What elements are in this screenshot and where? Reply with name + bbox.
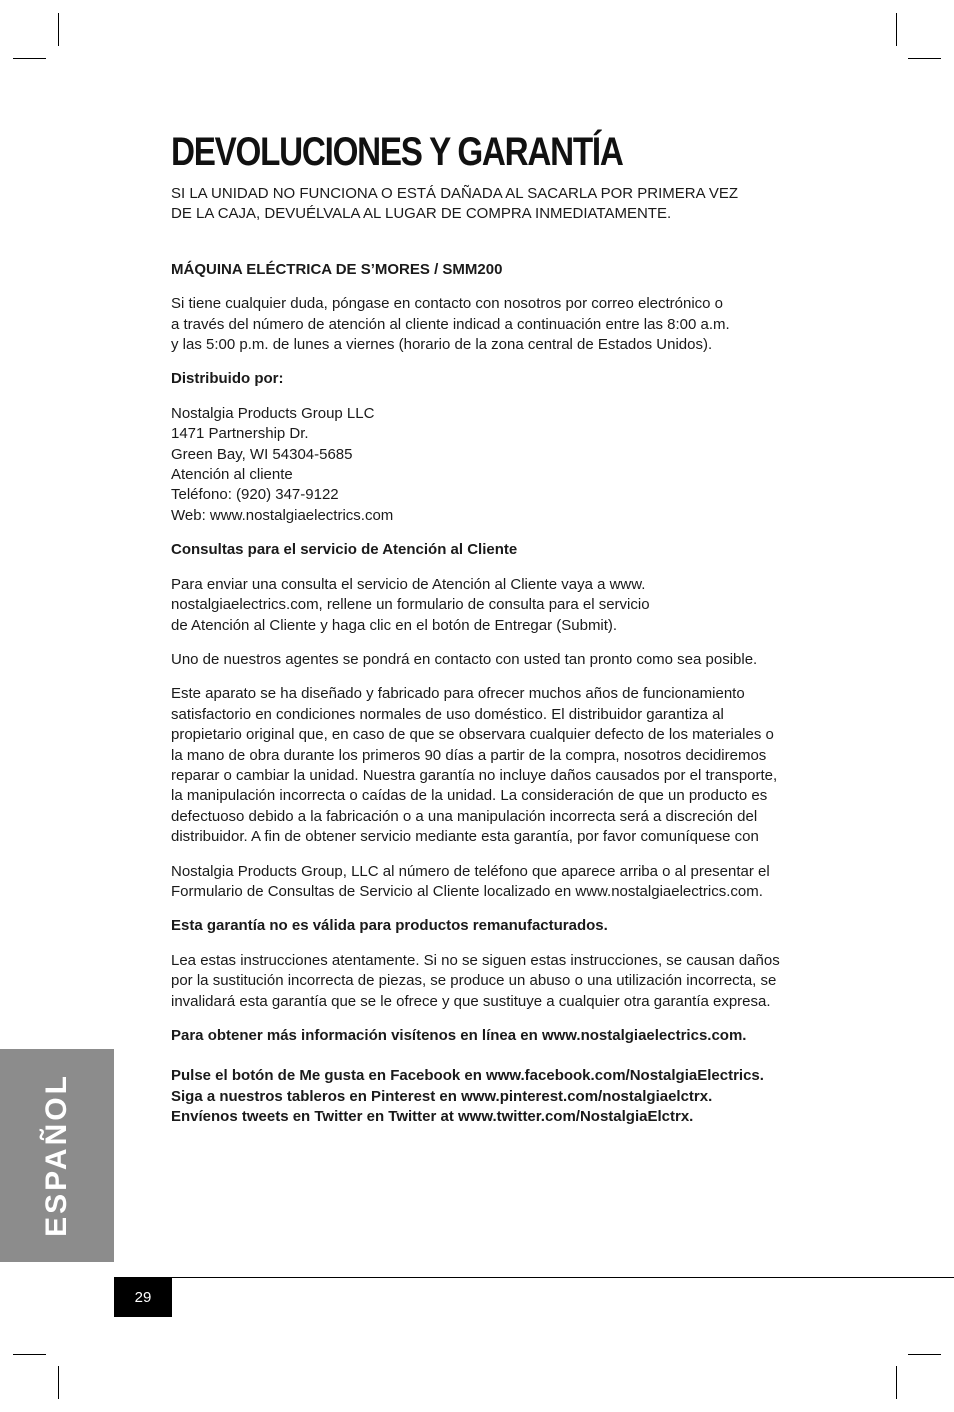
remanufactured-notice: Esta garantía no es válida para productos remanufacturados. <box>171 917 608 935</box>
intro-line: DE LA CAJA, DEVUÉLVALA AL LUGAR DE COMPRA INMEDIATAMENTE. <box>171 205 672 223</box>
inquiries-heading: Consultas para el servicio de Atención al Cliente <box>171 541 518 559</box>
product-heading: MÁQUINA ELÉCTRICA DE S’MORES / SMM200 <box>171 260 503 278</box>
crop-mark <box>896 1366 897 1399</box>
crop-mark <box>896 13 897 46</box>
intro-notice <box>171 184 821 225</box>
agent-paragraph: Uno de nuestros agentes se pondrá en contacto con usted tan pronto como sea posible. <box>171 650 758 668</box>
distributed-by-heading: Distribuido por: <box>171 370 284 388</box>
inquiries-paragraph: Para enviar una consulta el servicio de Atención al Cliente vaya a www. nostalgiaelectrics.com, rellene un formulario de consulta para el servicio de Atención al Cliente y haga clic en el botón de Entregar (Submit). <box>171 575 650 634</box>
crop-mark <box>908 58 941 59</box>
more-info-line: Para obtener más información visítenos en línea en www.nostalgiaelectrics.com. <box>171 1027 747 1044</box>
crop-mark <box>908 1354 941 1355</box>
distributor-address: Nostalgia Products Group LLC 1471 Partnership Dr. Green Bay, WI 54304-5685 Atención al cliente Teléfono: (920) 347-9122 Web: www.nostalgiaelectrics.com <box>171 404 394 524</box>
intro-line: SI LA UNIDAD NO FUNCIONA O ESTÁ DAÑADA AL SACARLA POR PRIMERA VEZ <box>171 185 739 202</box>
crop-mark <box>58 13 59 46</box>
facebook-line: Pulse el botón de Me gusta en Facebook en www.facebook.com/NostalgiaElectrics. <box>171 1067 764 1085</box>
crop-mark <box>13 1354 46 1355</box>
pinterest-line: Siga a nuestros tableros en Pinterest en www.pinterest.com/nostalgiaelctrx. <box>171 1087 713 1105</box>
crop-mark <box>58 1366 59 1399</box>
social-links <box>171 1066 821 1127</box>
warranty-paragraph: Este aparato se ha diseñado y fabricado para ofrecer muchos años de funcionamiento satisfactorio en condiciones normales de uso doméstico. El distribuidor garantiza al propietario original que, en caso de que se observara cualquier defecto de los materiales o la mano de obra durante los primeros 90 días a partir de la compra, nosotros decidiremos reparar o cambiar la unidad. Nuestra garantía no incluye daños causados por el transporte, la manipulación incorrecta o caídas de la unidad. La consideración de que un producto es defectuoso debido a la fabricación o a una manipulación incorrecta será a discreción del distribuidor. A fin de obtener servicio mediante esta garantía, por favor comuníquese con <box>171 685 778 846</box>
crop-mark <box>13 58 46 59</box>
instructions-paragraph: Lea estas instrucciones atentamente. Si no se siguen estas instrucciones, se causan daños por la sustitución incorrecta de piezas, se produce un abuso o una utilización incorrecta, se invalidará esta garantía que se le ofrece y que sustituye a cualquier otra garantía expresa. <box>171 951 780 1010</box>
page-title: DEVOLUCIONES Y GARANTÍA <box>171 130 623 174</box>
service-paragraph: Nostalgia Products Group, LLC al número de teléfono que aparece arriba o al presentar el Formulario de Consultas de Servicio al Cliente localizado en www.nostalgiaelectrics.com. <box>171 862 770 900</box>
language-tab-label: ESPAÑOL <box>40 1073 73 1237</box>
document-body <box>171 184 821 1128</box>
language-tab <box>0 1049 114 1262</box>
page-number: 29 <box>114 1278 172 1317</box>
footer-rule <box>114 1277 954 1278</box>
twitter-line: Envíenos tweets en Twitter en Twitter at www.twitter.com/NostalgiaElctrx. <box>171 1108 694 1126</box>
contact-paragraph: Si tiene cualquier duda, póngase en contacto con nosotros por correo electrónico o a través del número de atención al cliente indicad a continuación entre las 8:00 a.m. y las 5:00 p.m. de lunes a viernes (horario de la zona central de Estados Unidos). <box>171 295 730 354</box>
